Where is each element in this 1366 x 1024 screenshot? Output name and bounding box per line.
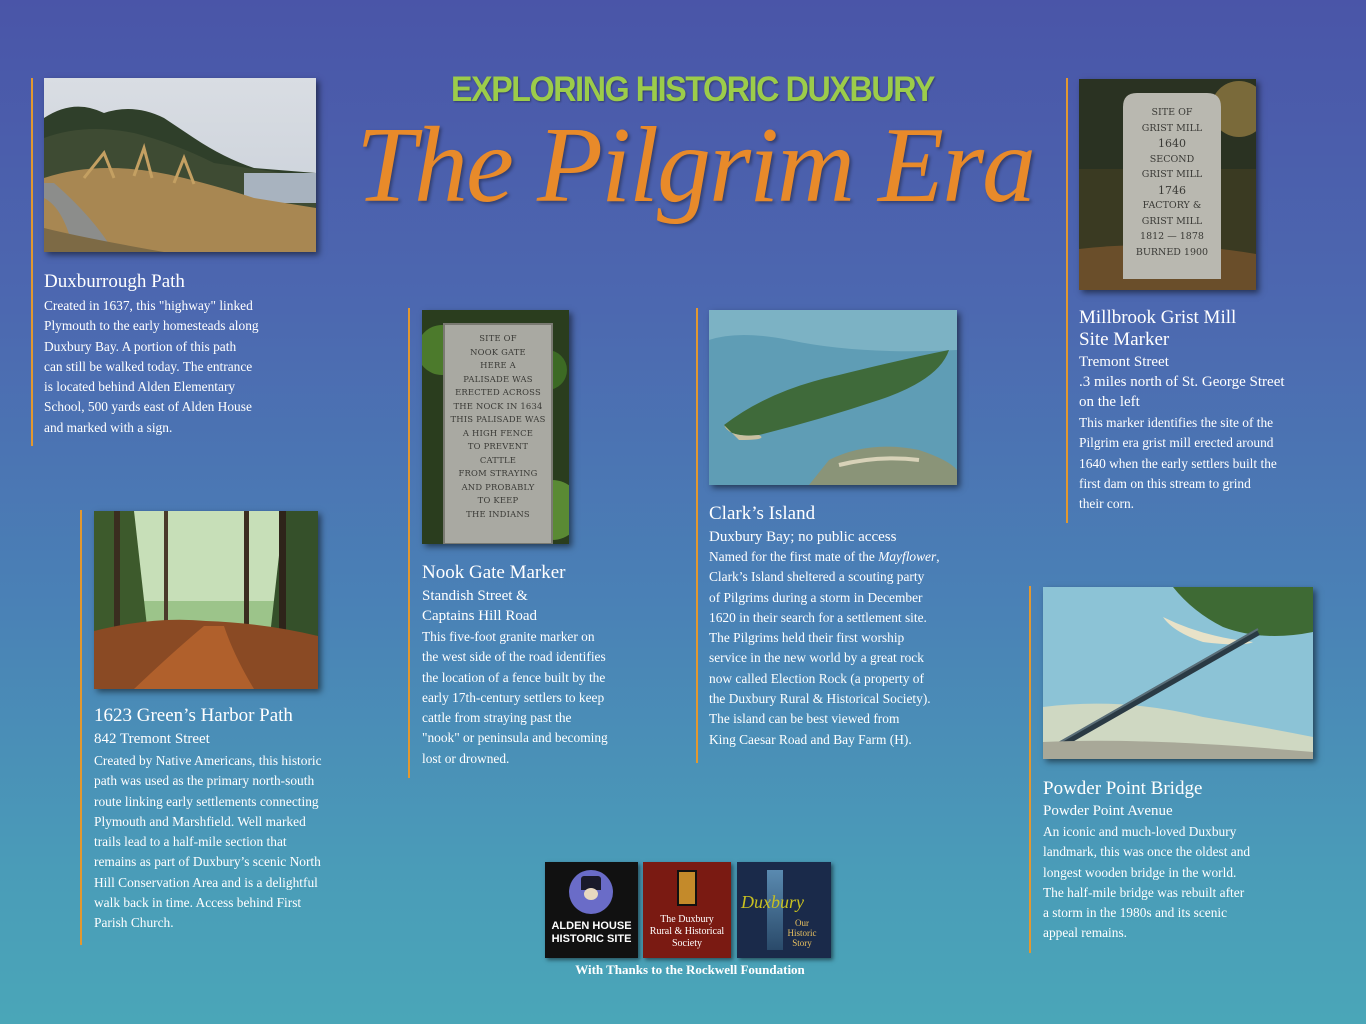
- logo-text: HISTORIC SITE: [551, 933, 632, 945]
- rule-powder-point: [1029, 586, 1031, 953]
- site-location: Tremont Street .3 miles north of St. George Street on the left: [1079, 354, 1285, 410]
- logo-duxbury-our-historic-story: [737, 862, 831, 958]
- site-title: Powder Point Bridge: [1043, 778, 1203, 799]
- sponsor-logos: [545, 862, 835, 958]
- logo-text: Story: [792, 938, 812, 948]
- photo-greens-harbor-path: [94, 511, 318, 689]
- rule-greens-harbor: [80, 510, 82, 945]
- site-title: Duxburrough Path: [44, 271, 185, 292]
- photo-millbrook-grist-mill-marker: [1079, 79, 1256, 290]
- site-title: Clark’s Island: [709, 503, 816, 524]
- lantern-icon: [677, 870, 697, 906]
- photo-nook-gate-marker: [422, 310, 569, 544]
- board-title: EXPLORING HISTORIC DUXBURY: [451, 70, 934, 109]
- site-description: This five-foot granite marker on the west side of the road identifies the location of a fence built by the early 17th-century settlers to keep cattle from straying past the "nook" or peninsula and becoming lost or drowned.: [422, 629, 608, 766]
- rule-clarks-island: [696, 308, 698, 763]
- pilgrim-portrait-icon: [569, 870, 613, 914]
- site-title: Millbrook Grist Mill Site Marker: [1079, 307, 1237, 350]
- logo-text: Rural & Historical: [649, 926, 725, 937]
- logo-text: Historic: [787, 928, 817, 938]
- site-title: Nook Gate Marker: [422, 562, 566, 583]
- logo-script-text: Duxbury: [741, 892, 804, 912]
- rule-duxburrough: [31, 78, 33, 446]
- site-title: 1623 Green’s Harbor Path: [94, 705, 293, 726]
- photo-clarks-island: [709, 310, 957, 485]
- logo-text: The Duxbury: [660, 914, 714, 925]
- site-description: An iconic and much-loved Duxbury landmark, this was once the oldest and longest wooden bridge in the world. The half-mile bridge was rebuilt after a storm in the 1980s and its scenic appeal remains.: [1043, 824, 1251, 941]
- logo-text: Society: [672, 938, 702, 949]
- site-description: This marker identifies the site of the Pilgrim era grist mill erected around 1640 when the early settlers built the first dam on this stream to grind their corn.: [1079, 415, 1277, 512]
- site-description: Named for the first mate of the Mayflower, Clark’s Island sheltered a scouting party of Pilgrims during a storm in December 1620 in their search for a settlement site. The Pilgrims held their first worship service in the new world by a great rock now called Election Rock (a property of the Duxbury Rural & Historical Society). The island can be best viewed from King Caesar Road and Bay Farm (H).: [709, 549, 940, 747]
- logo-text: Our: [795, 918, 809, 928]
- grist-mill-stone-text: SITE OF GRIST MILL 1640 SECOND GRIST MILL 1746 FACTORY & GRIST MILL 1812 — 1878 BURNED 1900: [1135, 107, 1209, 258]
- site-location: Duxbury Bay; no public access: [709, 529, 897, 545]
- logo-duxbury-rural-historical: [643, 862, 731, 958]
- site-description: Created by Native Americans, this historic path was used as the primary north-south route linking early settlements connecting Plymouth and Marshfield. Well marked trails lead to a half-mile section that remains as part of Duxbury’s scenic North Hill Conservation Area and is a delightful walk back in time. Access behind First Parish Church.: [94, 753, 322, 931]
- site-description: Created in 1637, this "highway" linked Plymouth to the early homesteads along Duxbury Bay. A portion of this path can still be walked today. The entrance is located behind Alden Elementary School, 500 yards east of Alden House and marked with a sign.: [44, 298, 259, 435]
- rule-nook-gate: [408, 308, 410, 778]
- logo-text: ALDEN HOUSE: [551, 920, 632, 932]
- rule-millbrook: [1066, 78, 1068, 523]
- photo-powder-point-bridge: [1043, 587, 1313, 759]
- photo-duxburrough-path: [44, 78, 316, 252]
- board-script-title: The Pilgrim Era: [355, 106, 1034, 225]
- thanks-credit: With Thanks to the Rockwell Foundation: [575, 962, 805, 977]
- site-location: Standish Street & Captains Hill Road: [422, 588, 537, 624]
- nook-gate-stone-text: SITE OF NOOK GATE HERE A PALISADE WAS ERECTED ACROSS THE NOCK IN 1634 THIS PALISADE WAS A HIGH FENCE TO PREVENT CATTLE FROM STRAYING AND PROBABLY TO KEEP THE INDIANS: [450, 333, 546, 519]
- logo-alden-house: [545, 862, 638, 958]
- site-location: Powder Point Avenue: [1043, 803, 1173, 819]
- site-location: 842 Tremont Street: [94, 731, 210, 747]
